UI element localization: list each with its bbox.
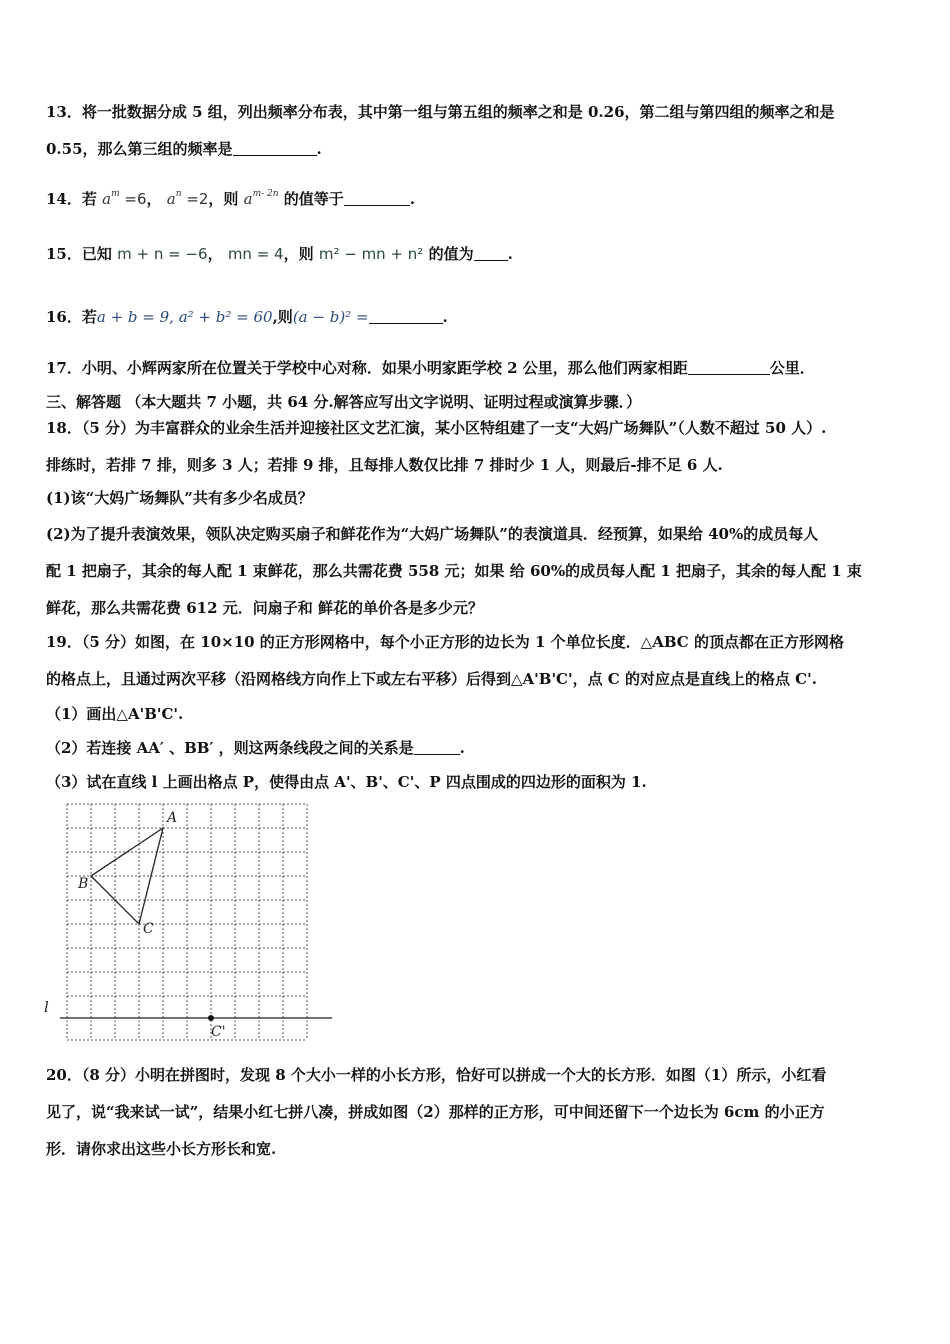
q19-grid-figure [40, 796, 340, 1048]
q14-line: 14．若 $a^m =6$， $a^n =2$，则 $a^{m- 2n}$ 的值等于 . [46, 189, 416, 208]
q14-eq1: $a^m =6$ [102, 189, 147, 208]
label-c-prime: C' [211, 1024, 226, 1040]
q13-line1: 13．将一批数据分成 5 组，列出频率分布表，其中第一组与第五组的频率之和是 0.26，第二组与第四组的频率之和是 [46, 103, 835, 121]
q19-answer-blank[interactable] [414, 740, 460, 755]
q19-line1: 19．（5 分）如图，在 10×10 的正方形网格中，每个小正方形的边长为 1 个单位长度．△ABC 的顶点都在正方形网格 [46, 633, 844, 651]
label-b: B [78, 876, 89, 892]
q16-expr1: a + b = 9, a² + b² = 60 [96, 308, 273, 326]
q15-expr: m² − mn + n² [318, 245, 424, 263]
q18-part1: (1)该“大妈广场舞队”共有多少名成员？ [46, 489, 313, 507]
q17-line [46, 358, 906, 378]
q18-line1: 18．（5 分）为丰富群众的业余生活并迎接社区文艺汇演，某小区特组建了一支“大妈广场舞队”（人数不超过 50 人）. [46, 419, 827, 437]
q18-part2-line3: 鲜花，那么共需花费 612 元．问扇子和 鲜花的单价各是多少元？ [46, 599, 483, 617]
q19-part1: （1）画出△A'B'C'. [46, 705, 184, 723]
q17-answer-blank[interactable] [688, 360, 770, 375]
q15-eq1: m + n = −6 [117, 245, 208, 263]
q13-end: . [316, 140, 322, 158]
q16-prefix: 16．若 [46, 308, 97, 326]
q19-line2: 的格点上，且通过两次平移（沿网格线方向作上下或左右平移）后得到△A'B'C'，点 C 的对应点是直线上的格点 C'. [46, 670, 817, 688]
q15-eq2: mn = 4 [227, 245, 284, 263]
q14-post: 的值等于 [283, 190, 344, 208]
grid-lines [67, 804, 307, 1040]
q18-part2-line2: 配 1 把扇子，其余的每人配 1 束鲜花，那么共需花费 558 元；如果 给 60%的成员每人配 1 把扇子，其余的每人配 1 束 [46, 562, 862, 580]
q15-prefix: 15．已知 [46, 245, 112, 263]
q16-line: 16．若a + b = 9, a² + b² = 60,则(a − b)² = . [46, 308, 448, 326]
q17-text: 17．小明、小辉两家所在位置关于学校中心对称．如果小明家距学校 2 公里，那么他们两家相距 [46, 359, 688, 377]
q14-answer-blank[interactable] [344, 191, 410, 206]
q13-line2 [46, 139, 906, 159]
q14-prefix: 14．若 [46, 190, 97, 208]
q15-answer-blank[interactable] [474, 246, 508, 261]
q19-part3: （3）试在直线 l 上画出格点 P，使得由点 A'、B'、C'、P 四点围成的四边形的面积为 1. [46, 773, 647, 791]
q18-part2-line1: (2)为了提升表演效果，领队决定购买扇子和鲜花作为“大妈广场舞队”的表演道具．经预算，如果给 40%的成员每人 [46, 525, 819, 543]
q13-line2-text: 0.55，那么第三组的频率是 [46, 140, 233, 158]
q20-line1: 20．（8 分）小明在拼图时，发现 8 个大小一样的小长方形，恰好可以拼成一个大的长方形．如图（1）所示，小红看 [46, 1066, 827, 1084]
label-l: l [44, 998, 49, 1016]
q16-expr2: (a − b)² = [292, 308, 369, 326]
section3-heading: 三、解答题 （本大题共 7 小题，共 64 分.解答应写出文字说明、证明过程或演算步骤．） [46, 393, 642, 411]
label-a: A [167, 810, 178, 826]
q19-part2-text: （2）若连接 AA′ 、BB′ ，则这两条线段之间的关系是 [46, 739, 414, 757]
point-c-prime [208, 1015, 214, 1021]
q19-part2: （2）若连接 AA′ 、BB′ ，则这两条线段之间的关系是 . [46, 739, 465, 757]
q15-post: 的值为 [428, 245, 474, 263]
label-c: C [143, 921, 154, 937]
q20-line3: 形．请你求出这些小长方形长和宽. [46, 1140, 277, 1158]
q18-line2: 排练时，若排 7 排，则多 3 人；若排 9 排，且每排人数仅比排 7 排时少 1 人，则最后-排不足 6 人. [46, 456, 723, 474]
q13-answer-blank[interactable] [233, 141, 317, 156]
q20-line2: 见了，说“我来试一试”，结果小红七拼八凑，拼成如图（2）那样的正方形，可中间还留下一个边长为 6cm 的小正方 [46, 1103, 825, 1121]
q14-expr: $a^{m- 2n}$ [243, 189, 279, 208]
q14-eq2: $a^n =2$ [166, 189, 209, 208]
q15-line: 15．已知 m + n = −6， mn = 4，则 m² − mn + n² 的值为 . [46, 245, 513, 263]
q17-unit: 公里． [769, 359, 815, 377]
q16-answer-blank[interactable] [369, 309, 443, 324]
